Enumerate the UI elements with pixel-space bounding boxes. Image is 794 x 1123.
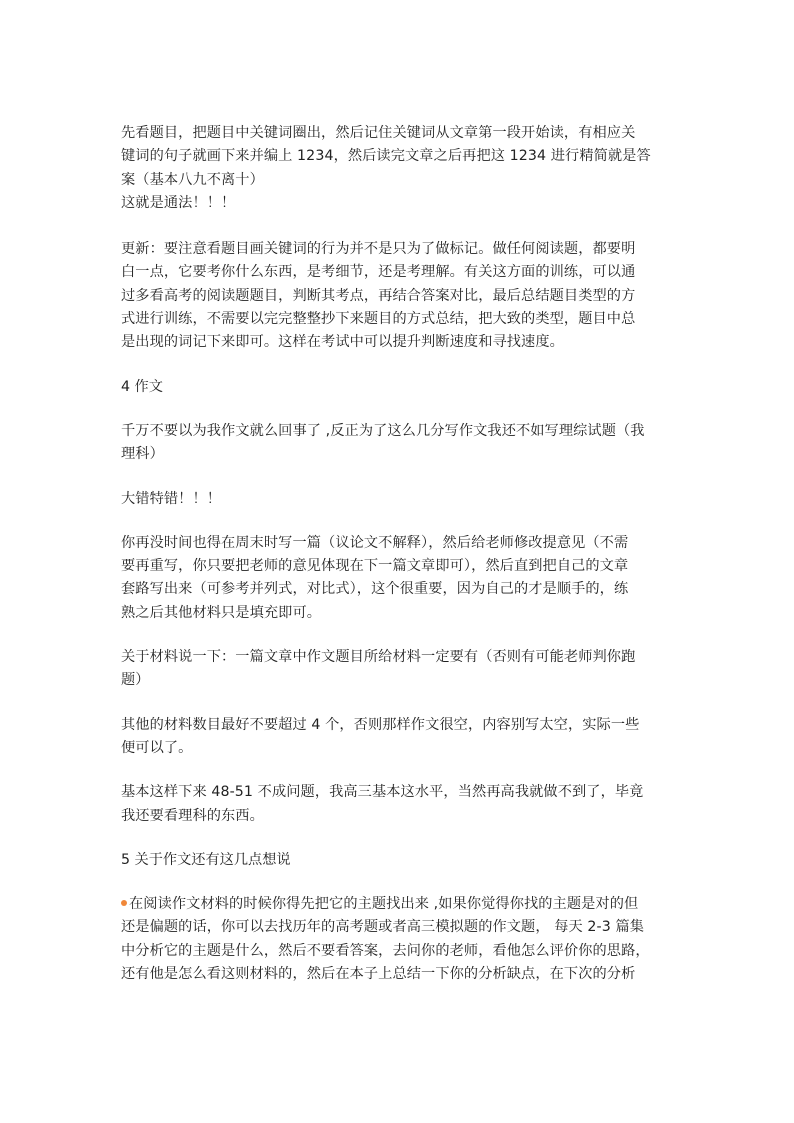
- text-line: 中分析它的主题是什么，然后不要看答案，去问你的老师，看他怎么评价你的思路，: [121, 942, 650, 959]
- spacer: [121, 760, 691, 781]
- section-heading-5: 5 关于作文还有这几点想说: [121, 851, 291, 868]
- text-line: 键词的句子就画下来并编上 1234，然后读完文章之后再把这 1234 进行精简就是答: [121, 148, 651, 165]
- bullet-paragraph: [121, 893, 691, 986]
- text-line: 在阅读作文材料的时候你得先把它的主题找出来 ,如果你觉得你找的主题是对的但: [129, 896, 639, 913]
- text-line: 要再重写，你只要把老师的意见体现在下一篇文章即可），然后直到把自己的文章: [121, 558, 629, 575]
- text-line: 套路写出来（可参考并列式，对比式），这个很重要，因为自己的才是顺手的，练: [121, 581, 629, 598]
- text-line: 千万不要以为我作文就么回事了 ,反正为了这么几分写作文我还不如写理综试题（我: [121, 422, 645, 439]
- spacer: [121, 693, 691, 714]
- spacer: [121, 467, 691, 488]
- spacer: [121, 399, 691, 420]
- spacer: [121, 625, 691, 646]
- text-line: 便可以了。: [121, 739, 193, 756]
- spacer: [121, 215, 691, 238]
- section-heading-4: 4 作文: [121, 378, 163, 395]
- spacer: [121, 872, 691, 893]
- spacer: [121, 828, 691, 849]
- text-line: 还是偏题的话，你可以去找历年的高考题或者高三模拟题的作文题， 每天 2-3 篇集: [121, 919, 645, 936]
- text-line: 其他的材料数目最好不要超过 4 个，否则那样作文很空，内容别写太空，实际一些: [121, 716, 640, 733]
- update-note-paragraph: [121, 238, 691, 354]
- text-line: 我还要看理科的东西。: [121, 807, 264, 824]
- document-body: [121, 122, 691, 986]
- text-line: 白一点，它要考你什么东西，是考细节，还是考理解。有关这方面的训练，可以通: [121, 264, 636, 281]
- score-note-paragraph: [121, 781, 691, 828]
- text-line: 关于材料说一下：一篇文章中作文题目所给材料一定要有（否则有可能老师判你跑: [121, 649, 636, 666]
- text-line: 更新：要注意看题目画关键词的行为并不是只为了做标记。做任何阅读题，都要明: [121, 241, 636, 258]
- text-line: 你再没时间也得在周末时写一篇（议论文不解释），然后给老师修改提意见（不需: [121, 534, 629, 551]
- essay-intro-paragraph: [121, 420, 691, 467]
- text-line: 理科）: [121, 446, 164, 463]
- material-note-paragraph: [121, 646, 691, 693]
- text-line: 案（基本八九不离十）: [121, 171, 264, 188]
- text-line: 式进行训练，不需要以完完整整抄下来题目的方式总结，把大致的类型，题目中总: [121, 311, 636, 328]
- spacer: [121, 355, 691, 376]
- wrong-paragraph: [121, 488, 691, 511]
- text-line: 先看题目，把题目中关键词圈出，然后记住关键词从文章第一段开始读，有相应关: [121, 125, 636, 141]
- reading-tip-paragraph: [121, 122, 691, 215]
- text-line: 熟之后其他材料只是填充即可。: [121, 604, 322, 621]
- practice-paragraph: [121, 532, 691, 625]
- material-count-paragraph: [121, 714, 691, 761]
- text-line: 还有他是怎么看这则材料的，然后在本子上总结一下你的分析缺点，在下次的分析: [121, 966, 636, 983]
- bullet-first-line: [121, 893, 691, 916]
- bullet-dot-icon: [121, 900, 127, 906]
- spacer: [121, 511, 691, 532]
- text-line: 基本这样下来 48-51 不成问题，我高三基本这水平，当然再高我就做不到了，毕竟: [121, 784, 644, 801]
- text-line: 过多看高考的阅读题题目，判断其考点，再结合答案对比，最后总结题目类型的方: [121, 287, 636, 304]
- text-line: 题）: [121, 672, 150, 689]
- text-line: 这就是通法！！！: [121, 194, 236, 211]
- text-line: 是出现的词记下来即可。这样在考试中可以提升判断速度和寻找速度。: [121, 334, 564, 351]
- text-line: 大错特错！！！: [121, 490, 222, 507]
